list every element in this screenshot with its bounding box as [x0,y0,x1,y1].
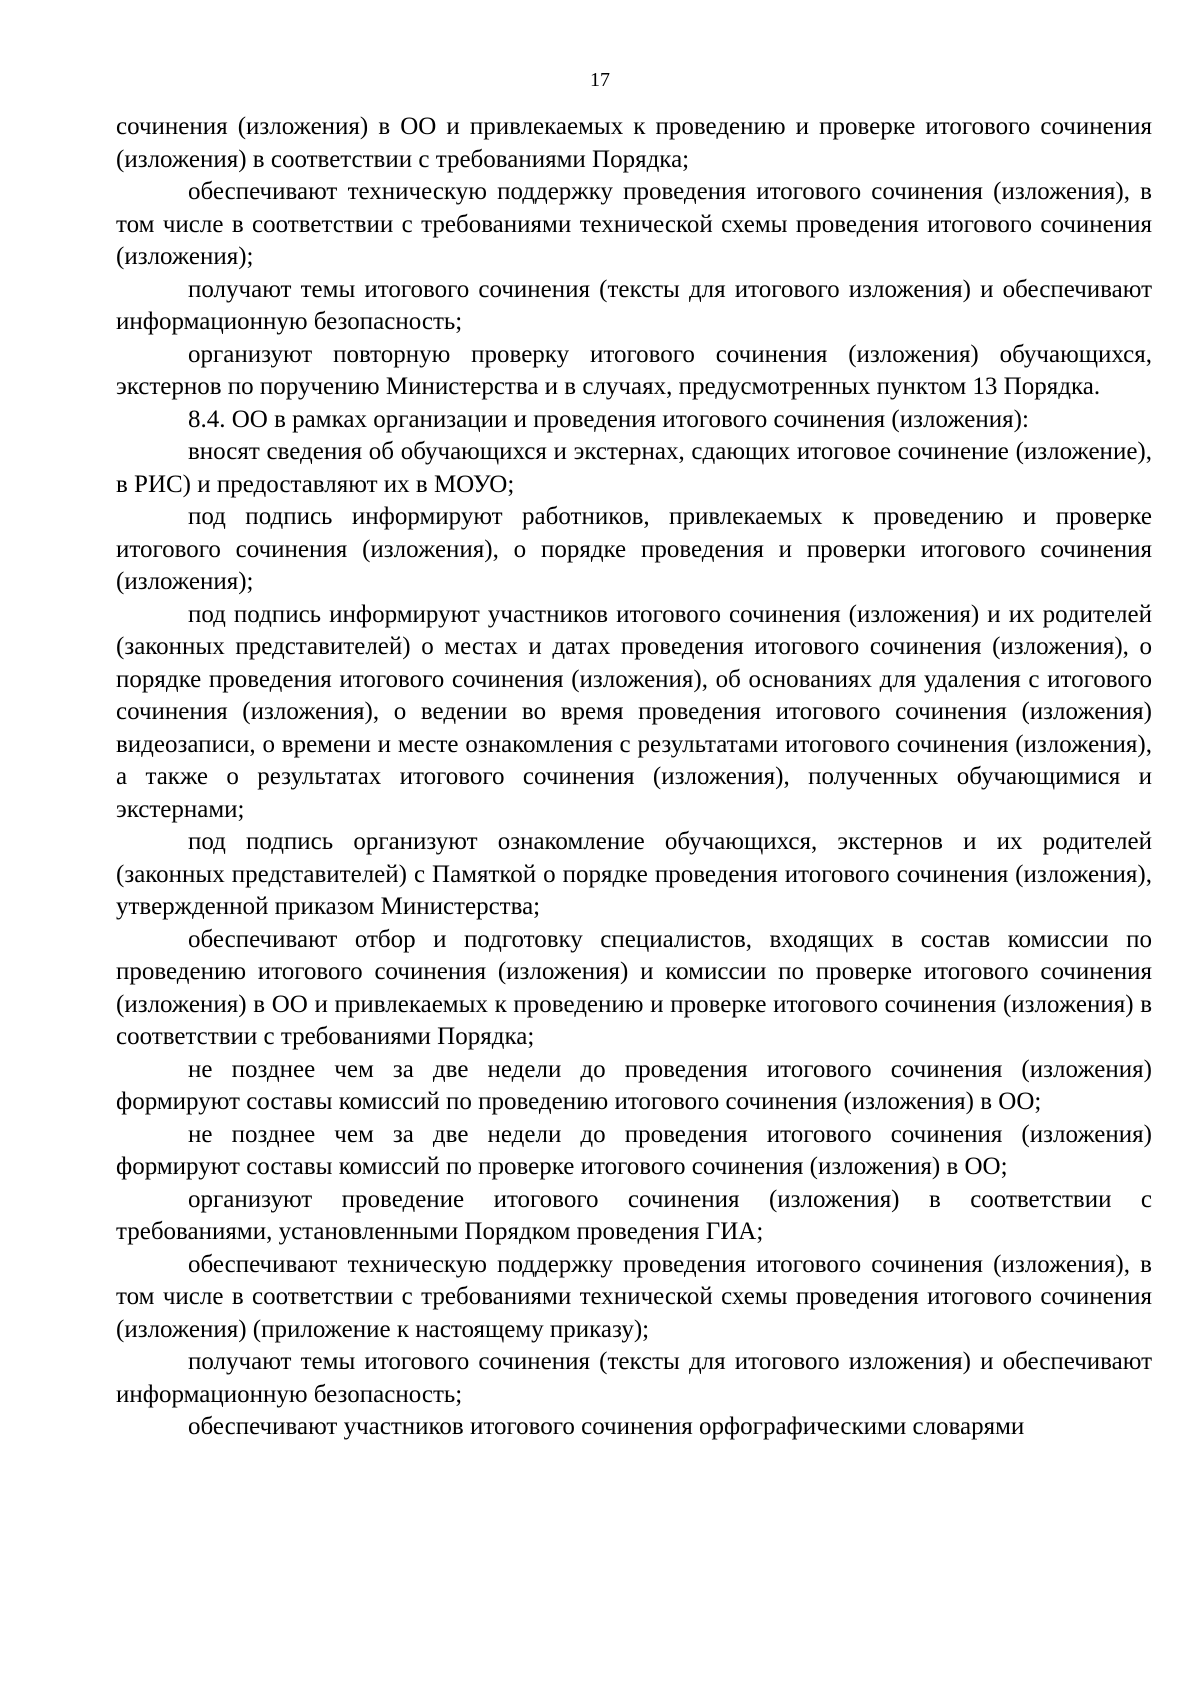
paragraph: обеспечивают отбор и подготовку специалистов, входящих в состав комиссии по проведению итогового сочинения (изложения) и комиссии по проверке итогового сочинения (изложения) в ОО и привлекаемых к проведению и проверке итогового сочинения (изложения) в соответствии с требованиями Порядка; [116,925,1152,1050]
paragraph: не позднее чем за две недели до проведения итогового сочинения (изложения) формируют составы комиссий по проведению итогового сочинения (изложения) в ОО; [116,1055,1152,1115]
paragraph: 8.4. ОО в рамках организации и проведения итогового сочинения (изложения): [188,405,1029,433]
paragraph: организуют повторную проверку итогового сочинения (изложения) обучающихся, экстернов по поручению Министерства и в случаях, предусмотренных пунктом 13 Порядка. [116,340,1152,400]
paragraph: получают темы итогового сочинения (тексты для итогового изложения) и обеспечивают информационную безопасность; [116,1348,1152,1408]
paragraph: обеспечивают участников итогового сочинения орфографическими словарями [188,1413,1025,1440]
page-number: 17 [590,69,610,91]
paragraph: организуют проведение итогового сочинения (изложения) в соответствии с требованиями, установленными Порядком проведения ГИА; [116,1185,1152,1245]
paragraph: не позднее чем за две недели до проведения итогового сочинения (изложения) формируют составы комиссий по проверке итогового сочинения (изложения) в ОО; [116,1120,1152,1180]
paragraph: сочинения (изложения) в ОО и привлекаемых к проведению и проверке итогового сочинения (изложения) в соответствии с требованиями Порядка; [116,113,1152,173]
paragraph: под подпись информируют работников, привлекаемых к проведению и проверке итогового сочинения (изложения), о порядке проведения и проверки итогового сочинения (изложения); [116,503,1152,595]
paragraph: обеспечивают техническую поддержку проведения итогового сочинения (изложения), в том числе в соответствии с требованиями технической схемы проведения итогового сочинения (изложения) (приложение к настоящему приказу); [116,1250,1152,1343]
paragraph: получают темы итогового сочинения (тексты для итогового изложения) и обеспечивают информационную безопасность; [116,275,1152,335]
document-body [116,111,1152,1444]
paragraph: под подпись информируют участников итогового сочинения (изложения) и их родителей (законных представителей) о местах и датах проведения итогового сочинения (изложения), о порядке проведения итогового сочинения (изложения), об основаниях для удаления с итогового сочинения (изложения), о ведении во время проведения итогового сочинения (изложения) видеозаписи, о времени и месте ознакомления с результатами итогового сочинения (изложения), а также о результатах итогового сочинения (изложения), полученных обучающимися и экстернами; [116,600,1152,823]
paragraph: под подпись организуют ознакомление обучающихся, экстернов и их родителей (законных представителей) с Памяткой о порядке проведения итогового сочинения (изложения), утвержденной приказом Министерства; [116,828,1152,920]
paragraph: вносят сведения об обучающихся и экстернах, сдающих итоговое сочинение (изложение), в РИС) и предоставляют их в МОУО; [116,438,1152,498]
paragraph: обеспечивают техническую поддержку проведения итогового сочинения (изложения), в том числе в соответствии с требованиями технической схемы проведения итогового сочинения (изложения); [116,178,1152,270]
